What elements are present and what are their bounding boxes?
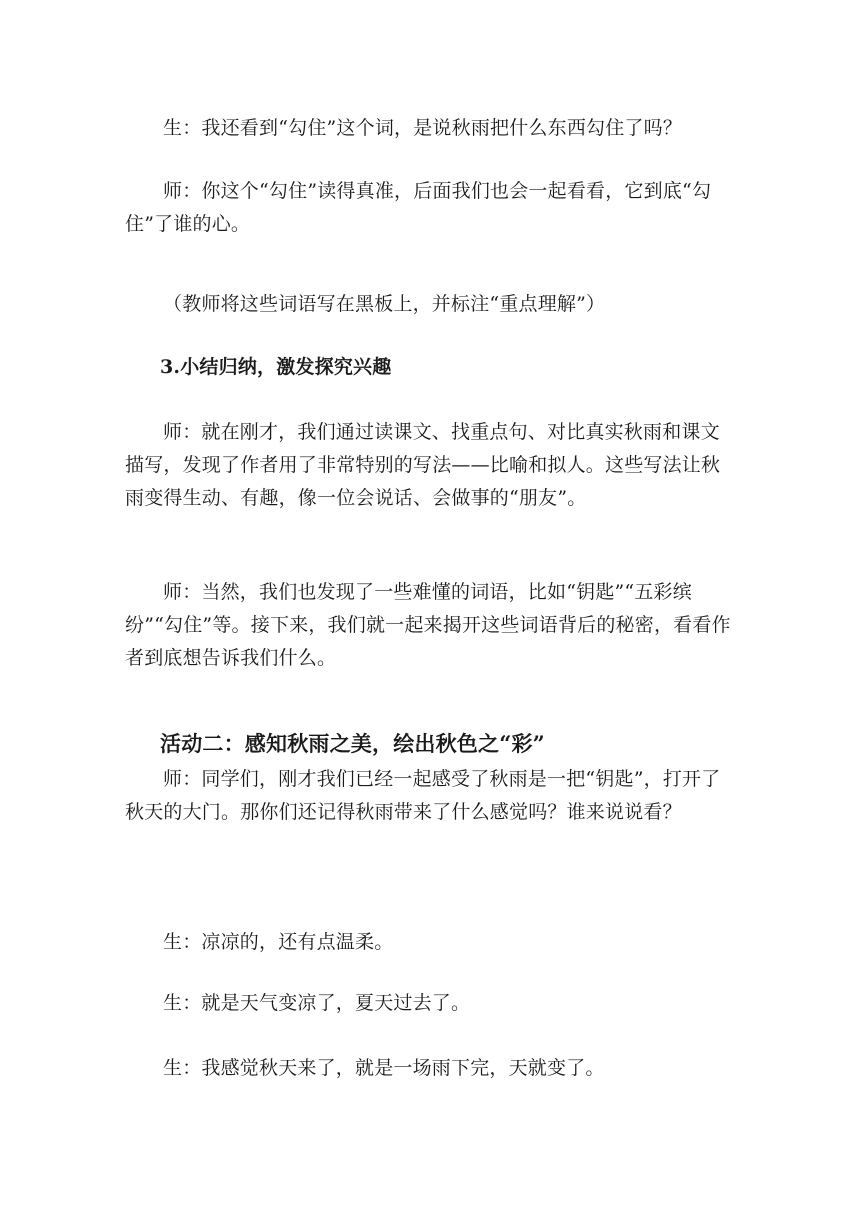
- dialogue-paragraph: 生：凉凉的，还有点温柔。: [163, 931, 394, 953]
- activity-heading: 活动二：感知秋雨之美，绘出秋色之“彩”: [160, 731, 545, 756]
- dialogue-paragraph: 生：就是天气变凉了，夏天过去了。: [163, 992, 471, 1014]
- dialogue-paragraph: 生：我还看到“勾住”这个词，是说秋雨把什么东西勾住了吗？: [163, 117, 683, 139]
- dialogue-paragraph: 师：同学们，刚才我们已经一起感受了秋雨是一把“钥匙”，打开了秋天的大门。那你们还记得秋雨带来了什么感觉吗？谁来说说看？: [125, 768, 721, 823]
- section-subheading: 3.小结归纳，激发探究兴趣: [160, 356, 392, 378]
- dialogue-paragraph: 师：当然，我们也发现了一些难懂的词语，比如“钥匙”“五彩缤纷”“勾住”等。接下来，我们就一起来揭开这些词语背后的秘密，看看作者到底想告诉我们什么。: [125, 581, 731, 669]
- dialogue-paragraph: 师：就在刚才，我们通过读课文、找重点句、对比真实秋雨和课文描写，发现了作者用了非常特别的写法——比喻和拟人。这些写法让秋雨变得生动、有趣，像一位会说话、会做事的“朋友”。: [125, 421, 721, 509]
- dialogue-paragraph: 师：你这个“勾住”读得真准，后面我们也会一起看看，它到底“勾住”了谁的心。: [125, 180, 712, 235]
- dialogue-paragraph: 生：我感觉秋天来了，就是一场雨下完，天就变了。: [163, 1057, 605, 1079]
- stage-direction: （教师将这些词语写在黑板上，并标注“重点理解”）: [163, 293, 606, 315]
